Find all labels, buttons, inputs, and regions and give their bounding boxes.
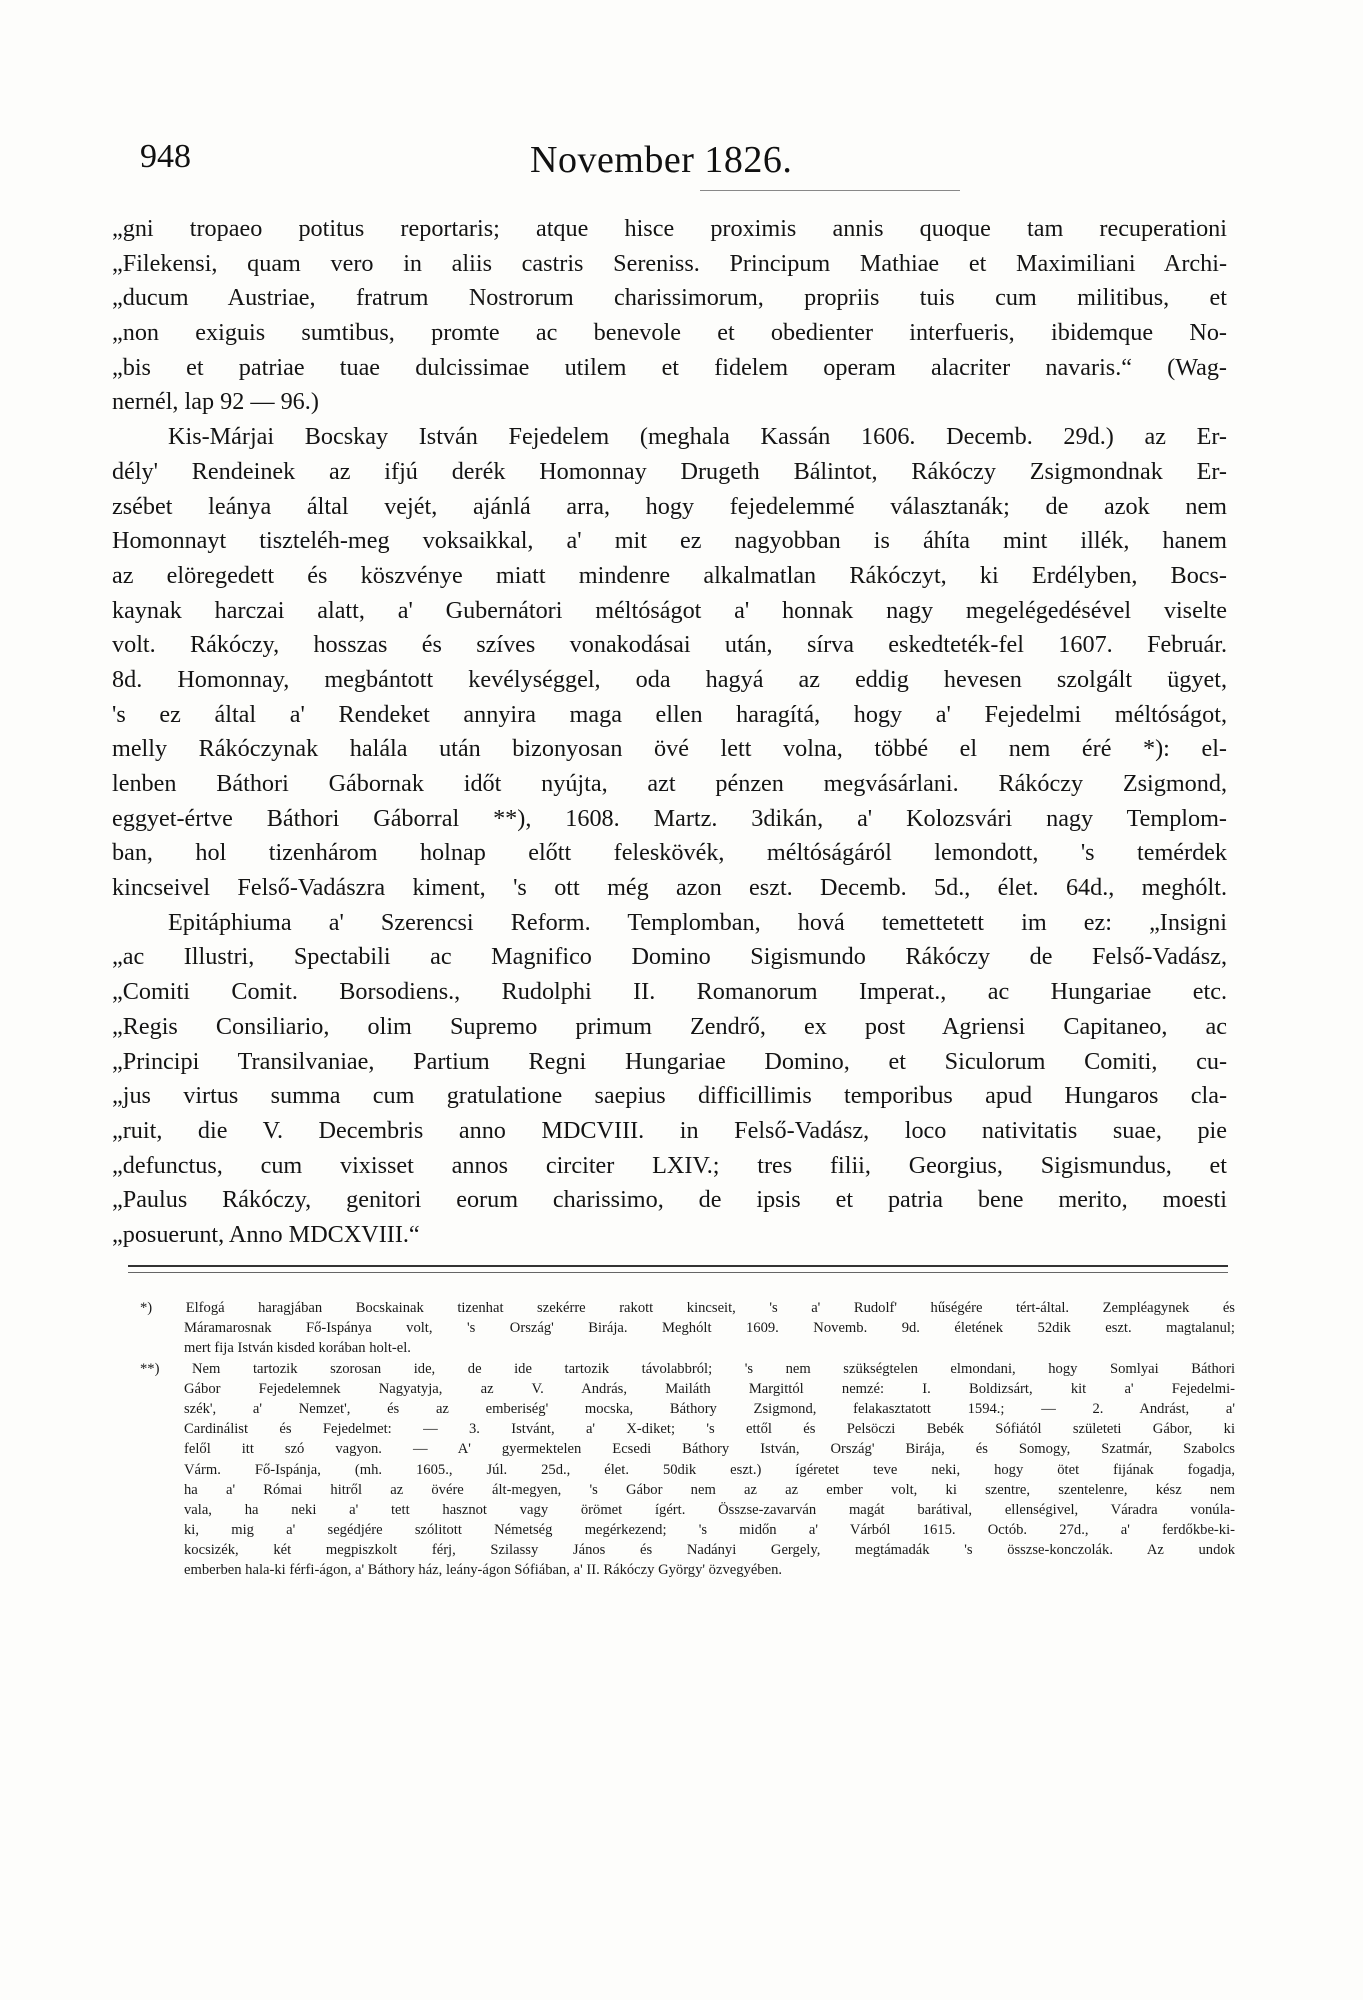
footnote-line: *) Elfogá haragjában Bocskainak tizenhat szekérre rakott kincseit, 's a' Rudolf' hűségére tért-által. Zempléagynek és bbox=[140, 1300, 1235, 1316]
text-line: volt. Rákóczy, hosszas és szíves vonakodásai után, sírva eskedteték-fel 1607. Február. bbox=[112, 631, 1227, 659]
text-line: az elöregedett és köszvénye miatt mindenre alkalmatlan Rákóczyt, ki Erdélyben, Bocs- bbox=[112, 561, 1227, 589]
footnote-line: ha a' Római hitről az övére ált-megyen, 's Gábor nem az az ember volt, ki szentre, szentelenre, kész nem bbox=[184, 1481, 1235, 1498]
text-line: Homonnayt tiszteléh-meg voksaikkal, a' mit ez nagyobban is áhíta mint illék, hanem bbox=[112, 527, 1227, 555]
text-line: Kis-Márjai Bocskay István Fejedelem (meghala Kassán 1606. Decemb. 29d.) az Er- bbox=[168, 423, 1227, 451]
text-line: „Principi Transilvaniae, Partium Regni Hungariae Domino, et Siculorum Comiti, cu- bbox=[112, 1047, 1227, 1075]
text-line: „Filekensi, quam vero in aliis castris Sereniss. Principum Mathiae et Maximiliani Archi- bbox=[112, 249, 1227, 277]
header-rule bbox=[700, 190, 960, 191]
text-line: lenben Báthori Gábornak időt nyújta, azt pénzen megvásárlani. Rákóczy Zsigmond, bbox=[112, 770, 1227, 797]
footnote-line: Várm. Fő-Ispánja, (mh. 1605., Júl. 25d., élet. 50dik eszt.) ígéretet teve neki, hogy ötet fijának fogadja, bbox=[184, 1461, 1235, 1478]
text-line: „defunctus, cum vixisset annos circiter LXIV.; tres filii, Georgius, Sigismundus, et bbox=[112, 1151, 1227, 1179]
footnote-line: Máramarosnak Fő-Ispánya volt, 's Ország' Birája. Meghólt 1609. Novemb. 9d. életének 52dik eszt. magtalanul; bbox=[184, 1320, 1235, 1337]
text-line: kaynak harczai alatt, a' Gubernátori méltóságot a' honnak nagy megelégedésével viselte bbox=[112, 596, 1227, 624]
footnote-divider bbox=[128, 1265, 1228, 1267]
text-line: „posuerunt, Anno MDCXVIII.“ bbox=[112, 1220, 420, 1248]
footnote-line: **) Nem tartozik szorosan ide, de ide tartozik távolabbról; 's nem szükségtelen elmondani, hogy Somlyai Báthori bbox=[140, 1360, 1235, 1377]
text-line: „ducum Austriae, fratrum Nostrorum charissimorum, propriis tuis cum militibus, et bbox=[112, 284, 1227, 312]
text-line: zsébet leánya által vejét, ajánlá arra, hogy fejedelemmé választanák; de azok nem bbox=[112, 492, 1227, 520]
text-line: „ac Illustri, Spectabili ac Magnifico Domino Sigismundo Rákóczy de Felső-Vadász, bbox=[112, 943, 1227, 971]
text-line: „Regis Consiliario, olim Supremo primum Zendrő, ex post Agriensi Capitaneo, ac bbox=[112, 1012, 1227, 1040]
text-line: 's ez által a' Rendeket annyira maga ellen haragítá, hogy a' Fejedelmi méltóságot, bbox=[112, 700, 1227, 728]
footnote-line: mert fija István kisded korában holt-el. bbox=[184, 1340, 411, 1357]
text-line: „bis et patriae tuae dulcissimae utilem et fidelem operam alacriter navaris.“ (Wag- bbox=[112, 353, 1227, 381]
page-header bbox=[140, 138, 1240, 188]
text-line: „non exiguis sumtibus, promte ac benevole et obedienter interfueris, ibidemque No- bbox=[112, 319, 1227, 347]
text-line: nernél, lap 92 — 96.) bbox=[112, 388, 319, 416]
text-line: „jus virtus summa cum gratulatione saepius difficillimis temporibus apud Hungaros cla- bbox=[112, 1082, 1227, 1110]
footnote-line: vala, ha neki a' tett hasznot vagy örömet ígért. Összse-zavarván magát barátival, ellenségivel, Váradra vonúla- bbox=[184, 1501, 1235, 1518]
footnotes bbox=[140, 1298, 1235, 1581]
page-number: 948 bbox=[140, 138, 191, 175]
text-line: melly Rákóczynak halála után bizonyosan övé lett volna, többé el nem éré *): el- bbox=[112, 735, 1227, 763]
footnote-line: emberben hala-ki férfi-ágon, a' Báthory ház, leány-ágon Sófiában, a' II. Rákóczy György' özvegyében. bbox=[184, 1562, 783, 1579]
footnote-divider-thin bbox=[128, 1272, 1228, 1273]
text-line: „Comiti Comit. Borsodiens., Rudolphi II. Romanorum Imperat., ac Hungariae etc. bbox=[112, 978, 1227, 1006]
text-line: ban, hol tizenhárom holnap előtt feleskövék, méltóságáról lemondott, 's temérdek bbox=[112, 839, 1227, 867]
text-line: kincseivel Felső-Vadászra kiment, 's ott még azon eszt. Decemb. 5d., élet. 64d., meghólt. bbox=[112, 874, 1227, 902]
text-line: Epitáphiuma a' Szerencsi Reform. Templomban, hová temettetett im ez: „Insigni bbox=[168, 908, 1227, 936]
footnote-line: Gábor Fejedelemnek Nagyatyja, az V. András, Mailáth Margittól nemzé: I. Boldizsárt, kit a' Fejedelmi- bbox=[184, 1380, 1235, 1397]
text-line: 8d. Homonnay, megbántott kevélységgel, oda hagyá az eddig hevesen szolgált ügyet, bbox=[112, 665, 1227, 693]
text-line: „gni tropaeo potitus reportaris; atque hisce proximis annis quoque tam recuperationi bbox=[112, 215, 1227, 242]
footnote-line: felől itt szó vagyon. — A' gyermektelen Ecsedi Báthory István, Ország' Birája, és Somogy, Szatmár, Szabolcs bbox=[184, 1441, 1235, 1458]
footnote-line: Cardinálist és Fejedelmet: — 3. Istvánt, a' X-diket; 's ettől és Pelsöczi Bebék Sófiától születeti Gábor, ki bbox=[184, 1421, 1235, 1438]
body-text bbox=[112, 212, 1227, 1253]
footnote-line: szék', a' Nemzet', és az emberiség' mocska, Báthory Zsigmond, felakasztatott 1594.; — 2. Andrást, a' bbox=[184, 1400, 1235, 1417]
text-line: „ruit, die V. Decembris anno MDCVIII. in Felső-Vadász, loco nativitatis suae, pie bbox=[112, 1116, 1227, 1144]
text-line: „Paulus Rákóczy, genitori eorum charissimo, de ipsis et patria bene merito, moesti bbox=[112, 1186, 1227, 1214]
footnote-line: kocsizék, két megpiszkolt férj, Szilassy János és Nadányi Gergely, megtámadák 's összse-konczolák. Az undok bbox=[184, 1542, 1235, 1559]
running-title: November 1826. bbox=[530, 139, 793, 181]
text-line: eggyet-értve Báthori Gáborral **), 1608. Martz. 3dikán, a' Kolozsvári nagy Templom- bbox=[112, 804, 1227, 832]
footnote-line: ki, mig a' segédjére szólitott Németség megérkezend; 's midőn a' Várból 1615. Octób. 27d., a' ferdőkbe-ki- bbox=[184, 1522, 1235, 1539]
text-line: dély' Rendeinek az ifjú derék Homonnay Drugeth Bálintot, Rákóczy Zsigmondnak Er- bbox=[112, 457, 1227, 485]
